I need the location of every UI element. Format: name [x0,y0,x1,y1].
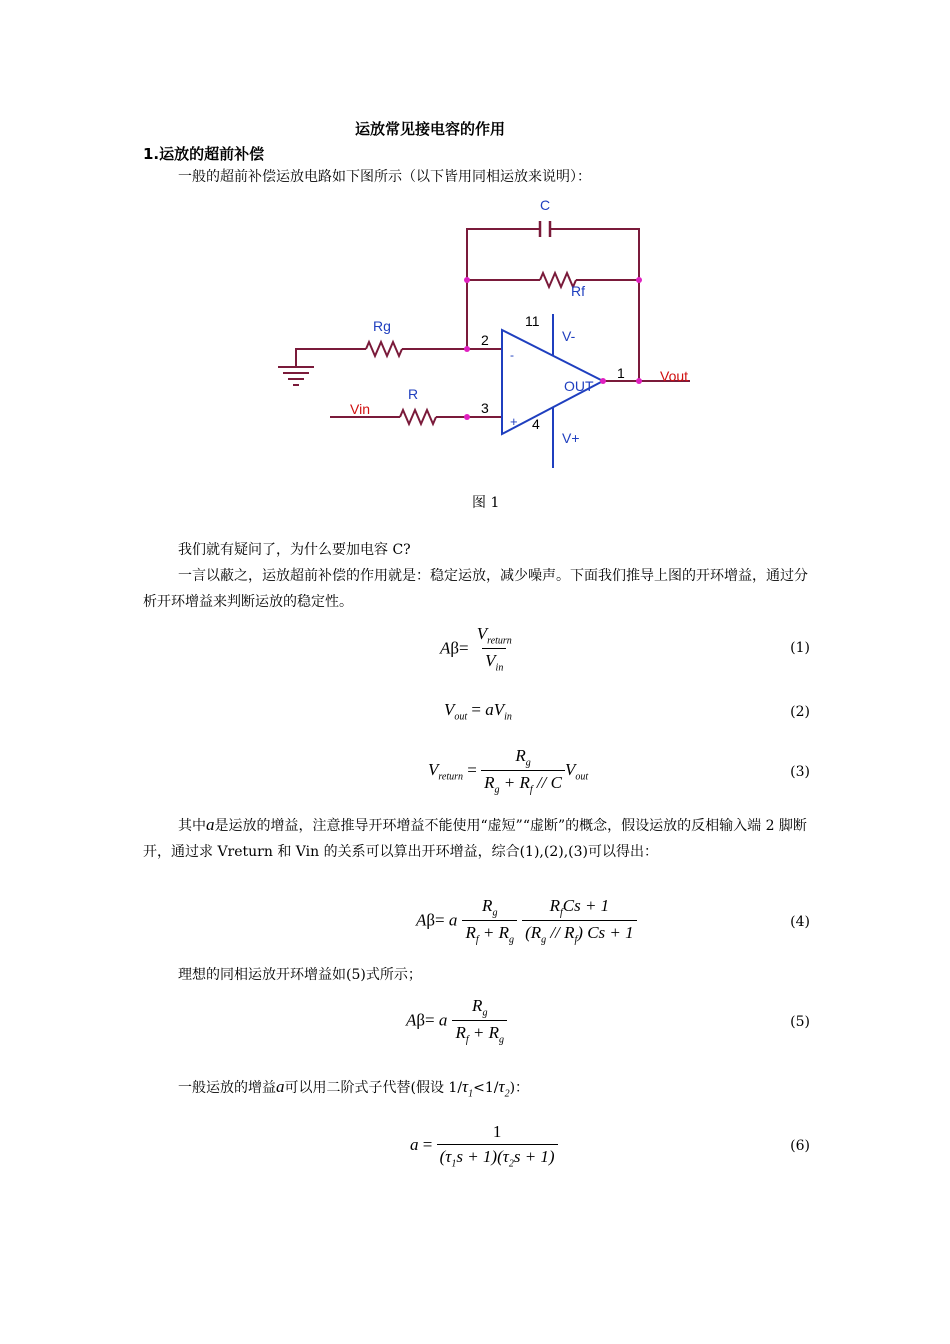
vout-label: Vout [660,368,689,384]
pin2-label: 2 [481,332,489,348]
second-order-text: 一般运放的增益a可以用二阶式子代替(假设 $1/\tau_1<1/\tau_2$)： [178,1077,530,1100]
minus-label: - [510,348,514,362]
plus-label: + [510,414,518,429]
equation-2: $V_{out} = aV_{in}$ [444,700,512,723]
page-title: 运放常见接电容的作用 [354,120,505,138]
out-label: OUT [564,378,594,394]
pin1-label: 1 [617,365,625,381]
equation-4: Aβ= a $\frac{R_g}{R_f + R_g}$ $\frac{R_fCs + 1}{(R_g // R_f) Cs + 1}$ [416,896,637,946]
eq-label-4: (4) [790,914,810,930]
pin4-label: 4 [532,416,540,432]
answer-text: 一言以蔽之，运放超前补偿的作用就是：稳定运放，减少噪声。下面我们推导上图的开环增益，通过分析开环增益来判断运放的稳定性。 [143,568,808,610]
equation-5: Aβ= a $\frac{R_g}{R_f + R_g}$ [406,996,507,1046]
eq-label-3: (3) [790,764,810,780]
pin11-label: 11 [525,313,540,329]
pin3-label: 3 [481,400,489,416]
eq-label-5: (5) [790,1014,810,1030]
vin-label: Vin [350,401,370,417]
equation-6: a = $\frac{1}{(\tau_1s + 1)(\tau_2s + 1)}$ [410,1122,558,1169]
figure-caption: 图 1 [472,495,500,511]
eq-label-2: (2) [790,704,810,720]
rf-label: Rf [571,283,585,299]
r-label: R [408,386,419,402]
section-heading: 1.运放的超前补偿 [143,145,265,163]
cap-label: C [539,197,551,213]
vplus-label: V+ [562,430,580,446]
rg-label: Rg [373,318,391,334]
gain-explanation: 其中a是运放的增益，注意推导开环增益不能使用“虚短”“虚断”的概念，假设运放的反相输入端 2 脚断开，通过求 Vreturn 和 Vin 的关系可以算出开环增益，综合(1),(2),(3)可以得出： [143,815,807,860]
intro-text: 一般的超前补偿运放电路如下图所示（以下皆用同相运放来说明）： [178,169,591,185]
question-text: 我们就有疑问了，为什么要加电容 C? [178,542,411,558]
eq-label-1: (1) [790,640,810,656]
equation-3: $V_{return}$ = $\frac{R_g}{R_g + R_f // C}$ $V_{out}$ [428,746,589,796]
equation-1: Aβ= $\frac{V_{return}}{V_{in}}$ [440,624,512,674]
eq-label-6: (6) [790,1138,810,1154]
opamp-circuit-diagram [278,192,698,477]
vminus-label: V- [562,328,576,344]
ideal-gain-text: 理想的同相运放开环增益如(5)式所示； [178,967,422,983]
